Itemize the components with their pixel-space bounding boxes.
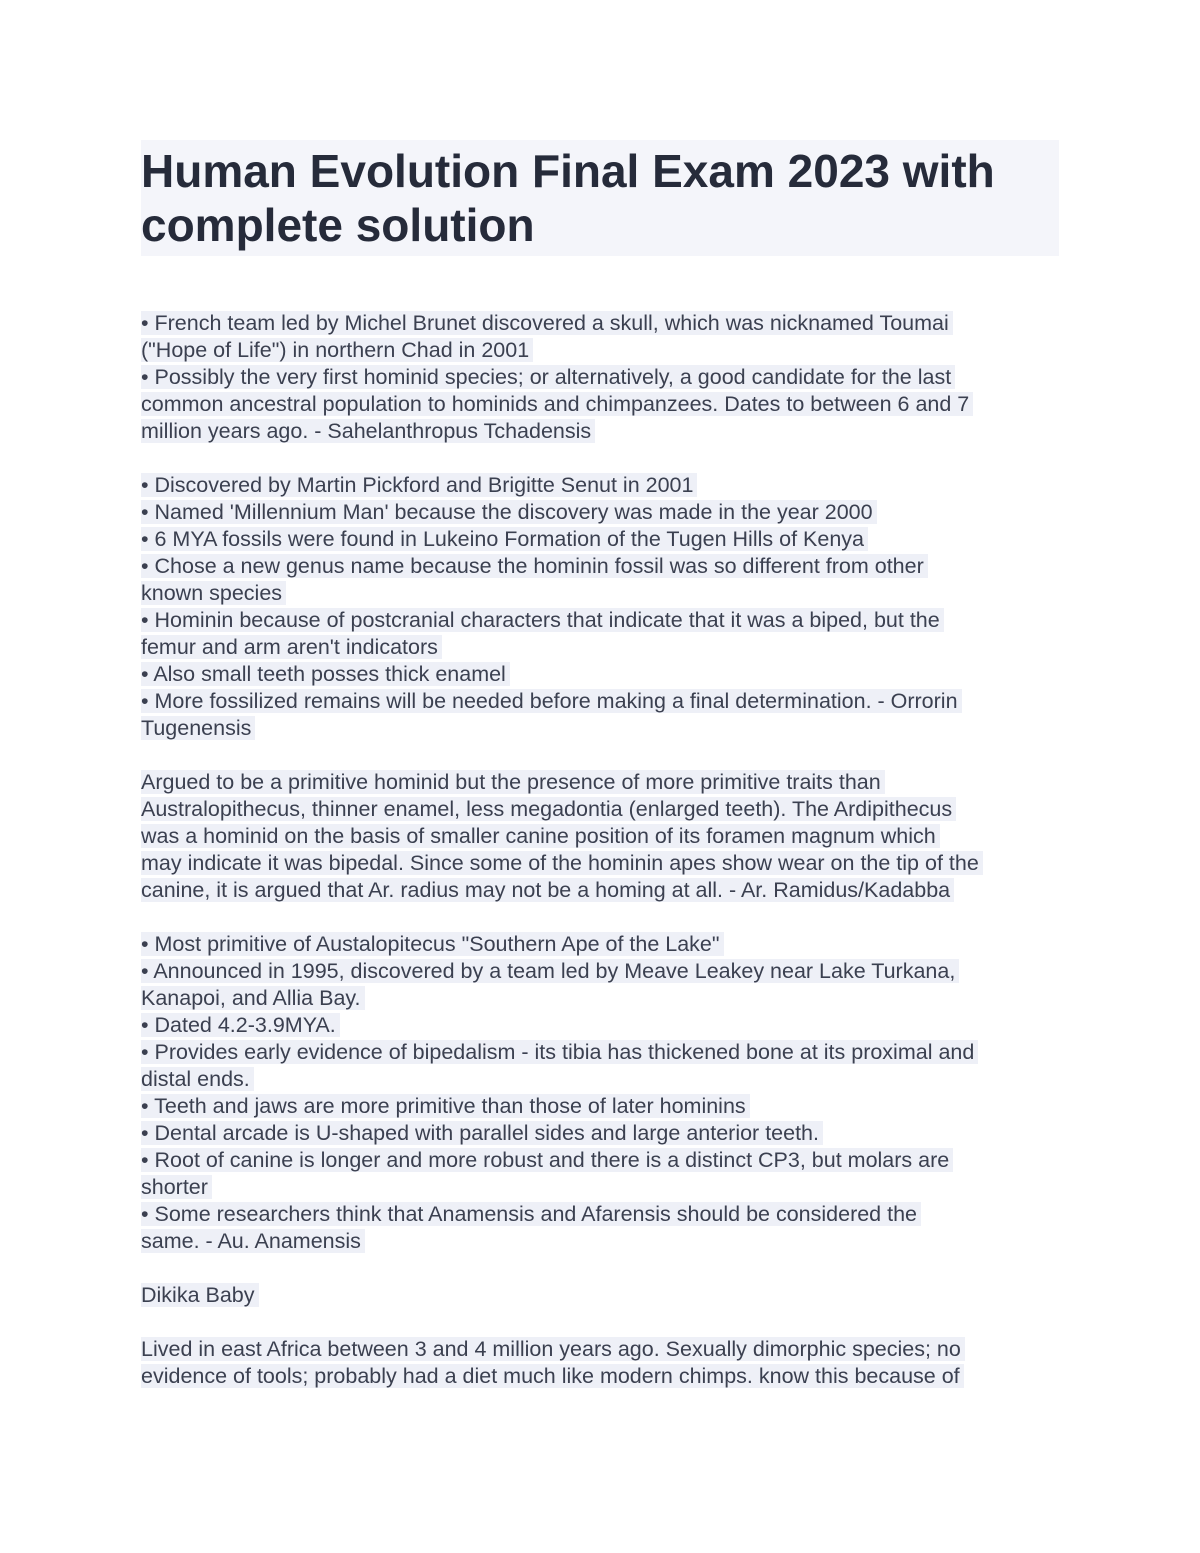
text-line (141, 850, 1059, 877)
text-line (141, 580, 1059, 607)
text-line-content: • Also small teeth posses thick enamel (141, 662, 510, 686)
title-block (141, 140, 1059, 256)
text-line-content: • Chose a new genus name because the hominin fossil was so different from other (141, 554, 928, 578)
paragraph (141, 931, 1059, 1255)
paragraph (141, 1282, 1059, 1309)
text-line (141, 526, 1059, 553)
text-line (141, 364, 1059, 391)
text-line (141, 769, 1059, 796)
text-line-content: • Named 'Millennium Man' because the discovery was made in the year 2000 (141, 500, 877, 524)
text-line-content: • Most primitive of Austalopitecus "Southern Ape of the Lake" (141, 932, 724, 956)
text-line (141, 553, 1059, 580)
text-line-content: Argued to be a primitive hominid but the presence of more primitive traits than (141, 770, 885, 794)
text-line (141, 1147, 1059, 1174)
text-line-content: Lived in east Africa between 3 and 4 million years ago. Sexually dimorphic species; no (141, 1337, 965, 1361)
text-line-content: • Possibly the very first hominid species; or alternatively, a good candidate for the last (141, 365, 955, 389)
text-line-content: femur and arm aren't indicators (141, 635, 442, 659)
text-line (141, 310, 1059, 337)
text-line-content: ("Hope of Life") in northern Chad in 2001 (141, 338, 533, 362)
text-line-content: • Some researchers think that Anamensis and Afarensis should be considered the (141, 1202, 921, 1226)
text-line-content: Dikika Baby (141, 1283, 259, 1307)
text-line (141, 958, 1059, 985)
paragraph (141, 310, 1059, 445)
text-line (141, 337, 1059, 364)
text-line (141, 499, 1059, 526)
text-line (141, 1012, 1059, 1039)
text-line-content: canine, it is argued that Ar. radius may not be a homing at all. - Ar. Ramidus/Kadabba (141, 878, 954, 902)
text-line (141, 661, 1059, 688)
text-line-content: • Root of canine is longer and more robust and there is a distinct CP3, but molars are (141, 1148, 953, 1172)
text-line-content: Kanapoi, and Allia Bay. (141, 986, 365, 1010)
text-line-content: same. - Au. Anamensis (141, 1229, 365, 1253)
text-line (141, 985, 1059, 1012)
text-line (141, 1363, 1059, 1390)
text-line (141, 1228, 1059, 1255)
text-line (141, 1282, 1059, 1309)
text-line-content: may indicate it was bipedal. Since some of the hominin apes show wear on the tip of the (141, 851, 983, 875)
text-line-content: • Announced in 1995, discovered by a team led by Meave Leakey near Lake Turkana, (141, 959, 959, 983)
text-line (141, 1120, 1059, 1147)
text-line-content: • More fossilized remains will be needed before making a final determination. - Orrorin (141, 689, 962, 713)
text-line-content: distal ends. (141, 1067, 254, 1091)
document-body (141, 310, 1059, 1390)
text-line (141, 1093, 1059, 1120)
text-line-content: • Discovered by Martin Pickford and Brigitte Senut in 2001 (141, 473, 697, 497)
text-line (141, 472, 1059, 499)
text-line (141, 715, 1059, 742)
text-line (141, 796, 1059, 823)
text-line (141, 688, 1059, 715)
text-line (141, 931, 1059, 958)
text-line-content: Australopithecus, thinner enamel, less megadontia (enlarged teeth). The Ardipithecus (141, 797, 956, 821)
text-line (141, 418, 1059, 445)
text-line-content: • 6 MYA fossils were found in Lukeino Formation of the Tugen Hills of Kenya (141, 527, 868, 551)
text-line-content: evidence of tools; probably had a diet much like modern chimps. know this because of (141, 1364, 964, 1388)
text-line-content: million years ago. - Sahelanthropus Tchadensis (141, 419, 595, 443)
text-line-content: Tugenensis (141, 716, 255, 740)
text-line (141, 877, 1059, 904)
text-line-content: • Dental arcade is U-shaped with parallel sides and large anterior teeth. (141, 1121, 823, 1145)
text-line-content: known species (141, 581, 286, 605)
document-page (141, 140, 1059, 1417)
text-line (141, 1174, 1059, 1201)
text-line-content: • Teeth and jaws are more primitive than those of later hominins (141, 1094, 750, 1118)
page-title: Human Evolution Final Exam 2023 with complete solution (141, 145, 995, 251)
text-line (141, 1336, 1059, 1363)
text-line-content: common ancestral population to hominids and chimpanzees. Dates to between 6 and 7 (141, 392, 973, 416)
paragraph (141, 769, 1059, 904)
text-line (141, 634, 1059, 661)
text-line-content: • French team led by Michel Brunet discovered a skull, which was nicknamed Toumai (141, 311, 953, 335)
text-line (141, 1201, 1059, 1228)
text-line-content: • Provides early evidence of bipedalism - its tibia has thickened bone at its proximal and (141, 1040, 978, 1064)
text-line (141, 1039, 1059, 1066)
text-line (141, 823, 1059, 850)
paragraph (141, 1336, 1059, 1390)
text-line-content: shorter (141, 1175, 212, 1199)
text-line-content: • Hominin because of postcranial characters that indicate that it was a biped, but the (141, 608, 944, 632)
paragraph (141, 472, 1059, 742)
text-line (141, 1066, 1059, 1093)
text-line-content: • Dated 4.2-3.9MYA. (141, 1013, 340, 1037)
text-line (141, 391, 1059, 418)
text-line (141, 607, 1059, 634)
text-line-content: was a hominid on the basis of smaller canine position of its foramen magnum which (141, 824, 940, 848)
